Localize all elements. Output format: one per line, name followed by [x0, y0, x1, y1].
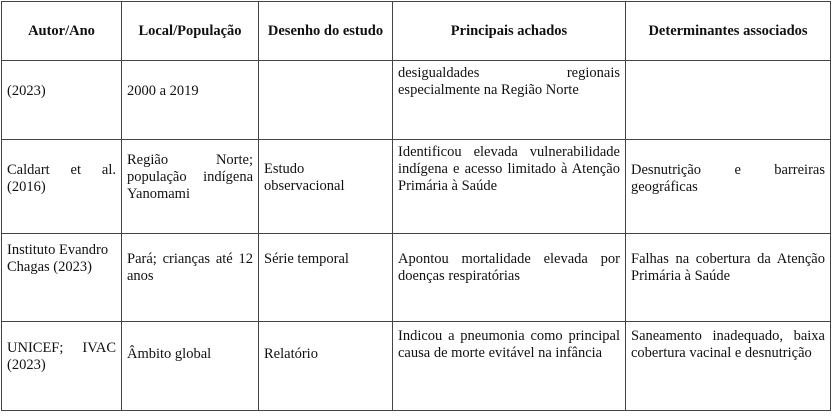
cell-determinants: Desnutrição e barreiras geográficas: [626, 140, 831, 234]
cell-location: Região Norte; população indígena Yanomami: [122, 140, 259, 234]
header-design: Desenho do estudo: [259, 2, 393, 61]
table-header-row: [2, 2, 831, 61]
cell-determinants: Saneamento inadequado, baixa cobertura vacinal e desnutrição: [626, 322, 831, 411]
cell-findings: Indicou a pneumonia como principal causa de morte evitável na infância: [393, 322, 626, 411]
cell-design: [259, 61, 393, 140]
table-row: [2, 140, 831, 234]
header-author: Autor/Ano: [2, 2, 122, 61]
cell-author: Caldart et al. (2016): [2, 140, 122, 234]
cell-design: Estudo observacional: [259, 140, 393, 234]
header-findings: Principais achados: [393, 2, 626, 61]
cell-design: Relatório: [259, 322, 393, 411]
cell-author: Instituto Evandro Chagas (2023): [2, 234, 122, 322]
header-location: Local/População: [122, 2, 259, 61]
cell-determinants: Falhas na cobertura da Atenção Primária à Saúde: [626, 234, 831, 322]
cell-findings: Identificou elevada vulnerabilidade indígena e acesso limitado à Atenção Primária à Saúde: [393, 140, 626, 234]
cell-author: (2023): [2, 61, 122, 140]
cell-determinants: [626, 61, 831, 140]
cell-findings: Apontou mortalidade elevada por doenças respiratórias: [393, 234, 626, 322]
header-determinants: Determinantes associados: [626, 2, 831, 61]
cell-author: UNICEF; IVAC (2023): [2, 322, 122, 411]
table-row: [2, 61, 831, 140]
table-row: [2, 234, 831, 322]
studies-table: [1, 1, 831, 411]
cell-location: Pará; crianças até 12 anos: [122, 234, 259, 322]
cell-design: Série temporal: [259, 234, 393, 322]
cell-location: Âmbito global: [122, 322, 259, 411]
table-row: [2, 322, 831, 411]
cell-findings: desigualdades regionais especialmente na Região Norte: [393, 61, 626, 140]
cell-location: 2000 a 2019: [122, 61, 259, 140]
